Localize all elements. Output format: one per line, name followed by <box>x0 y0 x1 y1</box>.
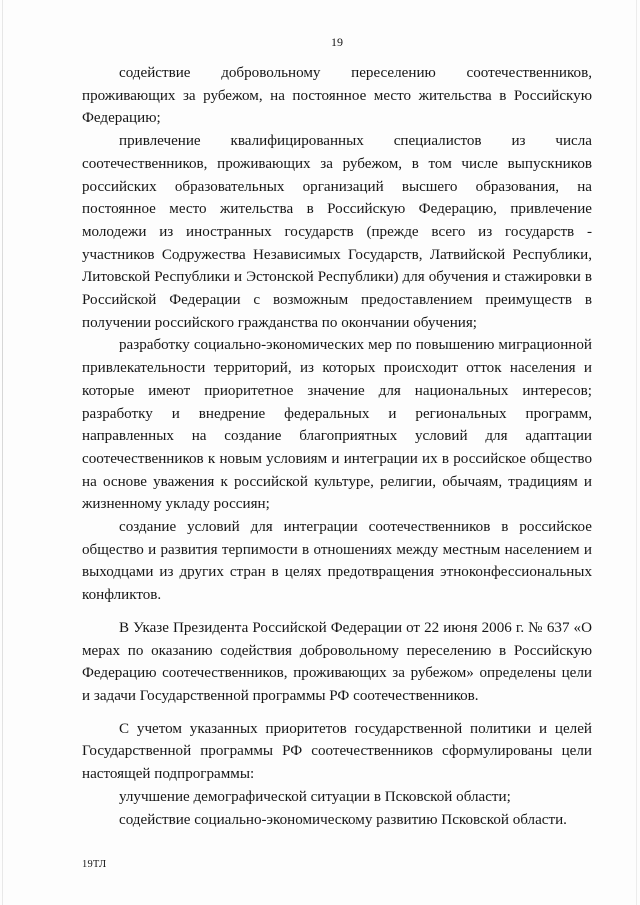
paragraph-integration-conditions: создание условий для интеграции соотечественников в российское общество и развития терпимости в отношениях между местным населением и выходцами из других стран в целях предотвращения этноконфессиональных конфликтов. <box>82 519 592 604</box>
paragraph-socioeconomic-measures: разработку социально-экономических мер по повышению миграционной привлекательности территорий, из которых происходит отток населения и которые имеют приоритетное значение для национальных интересов; разработку и внедрение федеральных и региональных программ, направленных на создание благоприятных условий для адаптации соотечественников к новым условиям и интеграции их в российское общество на основе уважения к российской культуре, религии, обычаям, традициям и жизненному укладу россиян; <box>82 337 592 513</box>
footer-document-code: 19ТЛ <box>82 859 107 870</box>
paragraph-goal-development: содействие социально-экономическому развитию Псковской области. <box>119 811 567 828</box>
paragraph-goal-demographics: улучшение демографической ситуации в Псковской области; <box>119 788 511 805</box>
paragraph-attracting-specialists: привлечение квалифицированных специалистов из числа соотечественников, проживающих за рубежом, в том числе выпускников российских образовательных организаций высшего образования, на постоянное место жительства в Российскую Федерацию, привлечение молодежи из иностранных государств (прежде всего из государств - участников Содружества Независимых Государств, Латвийской Республики, Литовской Республики и Эстонской Республики) для обучения и стажировки в Российской Федерации с возможным предоставлением преимуществ в получении российского гражданства по окончании обучения; <box>82 133 592 331</box>
paragraph-subprogram-goals-intro: С учетом указанных приоритетов государственной политики и целей Государственной программы РФ соотечественников сформулированы цели настоящей подпрограммы: <box>82 720 592 783</box>
page-number: 19 <box>331 35 343 49</box>
paragraph-presidential-decree: В Указе Президента Российской Федерации от 22 июня 2006 г. № 637 «О мерах по оказанию содействия добровольному переселению в Российскую Федерацию соотечественников, проживающих за рубежом» определены цели и задачи Государственной программы РФ соотечественников. <box>82 619 592 704</box>
document-body <box>82 62 592 831</box>
paragraph-resettlement-assistance: содействие добровольному переселению соотечественников, проживающих за рубежом, на постоянное место жительства в Российскую Федерацию; <box>82 65 592 127</box>
scan-edge-right <box>636 0 637 905</box>
scan-edge-left <box>2 0 3 905</box>
